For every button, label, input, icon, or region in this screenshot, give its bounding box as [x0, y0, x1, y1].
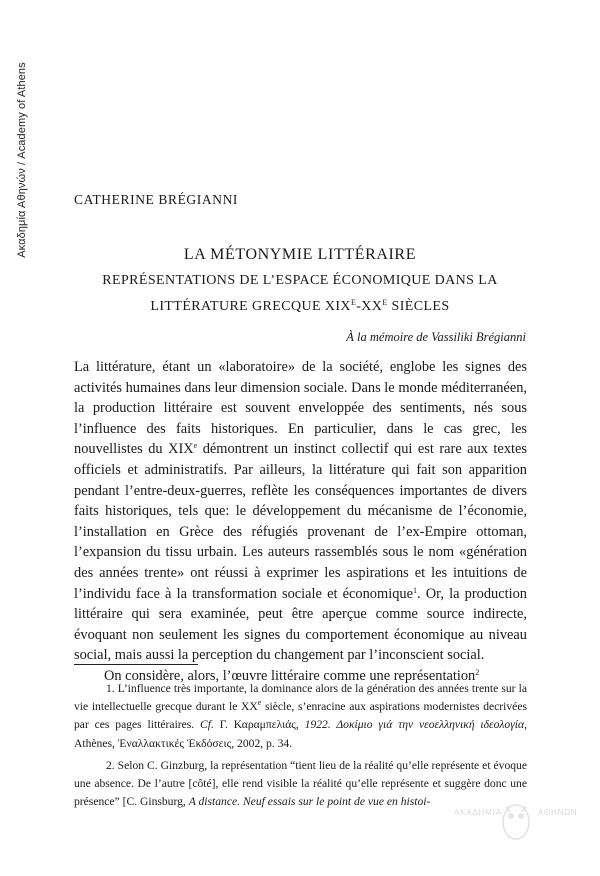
- body-paragraph: La littérature, étant un «laboratoire» de la société, englobe les signes des activités humaines dans leur dimension sociale. Dans le monde méditerranéen, la production littéraire est souvent enveloppée des sentiments, nés sous l’influence des faits historiques. En particulier, dans le cas grec, les nouvellistes du XIXe démontrent un instinct collectif qui est rare aux textes officiels et administratifs. Par ailleurs, la littérature qui fait son apparition pendant l’entre-deux-guerres, reflète les conséquences importantes de divers faits historiques, tels que: le développement du mécanisme de l’économie, l’installation en Grèce des réfugiés provenant de l’ex-Empire ottoman, l’expansion du tissu urbain. Les auteurs rassemblés sous le nom «génération des années trente» ont réussi à exprimer les aspirations et les intuitions de l’individu face à la transformation sociale et économique$^1$. Or, la production littéraire qui sera examinée, peut être aperçue comme source indirecte, évoquant non seulement les signes du comportement économique au niveau social, mais aussi la perception du changement par l’inconscient social.: [74, 359, 527, 664]
- article-subtitle-line2: LITTÉRATURE GRECQUE $XIX^E-XX^E$ SIÈCLES: [150, 298, 450, 314]
- footnote-1: 1. L’influence très importante, la dominance alors de la génération des années trente sur la vie intellectuelle grecque durant le XXe siècle, s’enracine aux aspirations modernistes decrivées par ces pages littéraires. Cf. Γ. Καραμπελιάς, 1922. Δοκίμιο γιά την νεοελληνική ιδεολογία, Athènes, Ἐναλλακτικές Ἐκδόσεις, 2002, p. 34.: [74, 682, 527, 750]
- watermark-text-right: ΑΘΗΝΩΝ: [538, 808, 578, 817]
- footnote-ref-2: 2: [475, 667, 480, 677]
- archive-watermark-vertical: Ακαδημία Αθηνών / Academy of Athens: [16, 62, 28, 258]
- body-paragraph: On considère, alors, l’œuvre littéraire comme une représentation$^2$: [104, 667, 480, 684]
- footnote-divider: [74, 664, 198, 665]
- academy-watermark: [452, 796, 588, 846]
- footnote-ref-1: 1: [412, 585, 417, 595]
- author-name: CATHERINE BRÉGIANNI: [74, 192, 239, 207]
- article-subtitle-line1: REPRÉSENTATIONS DE L’ESPACE ÉCONOMIQUE DANS LA: [102, 273, 498, 288]
- body-text: [74, 357, 527, 687]
- dedication: À la mémoire de Vassiliki Brégianni: [346, 330, 526, 344]
- article-title: LA MÉTONYMIE LITTÉRAIRE: [183, 246, 417, 263]
- academy-emblem-icon: [496, 796, 536, 844]
- footnote-2: 2. Selon C. Ginzburg, la représentation “tient lieu de la réalité qu’elle représente et évoque une absence. De l’autre [côté], elle rend visible la réalité qu’elle représente et suggère donc une présence” [C. Ginsburg, A distance. Neuf essais sur le point de vue en histoi-: [74, 758, 527, 809]
- watermark-text-left: ΑΚΑΔΗΜΙΑ: [454, 808, 502, 817]
